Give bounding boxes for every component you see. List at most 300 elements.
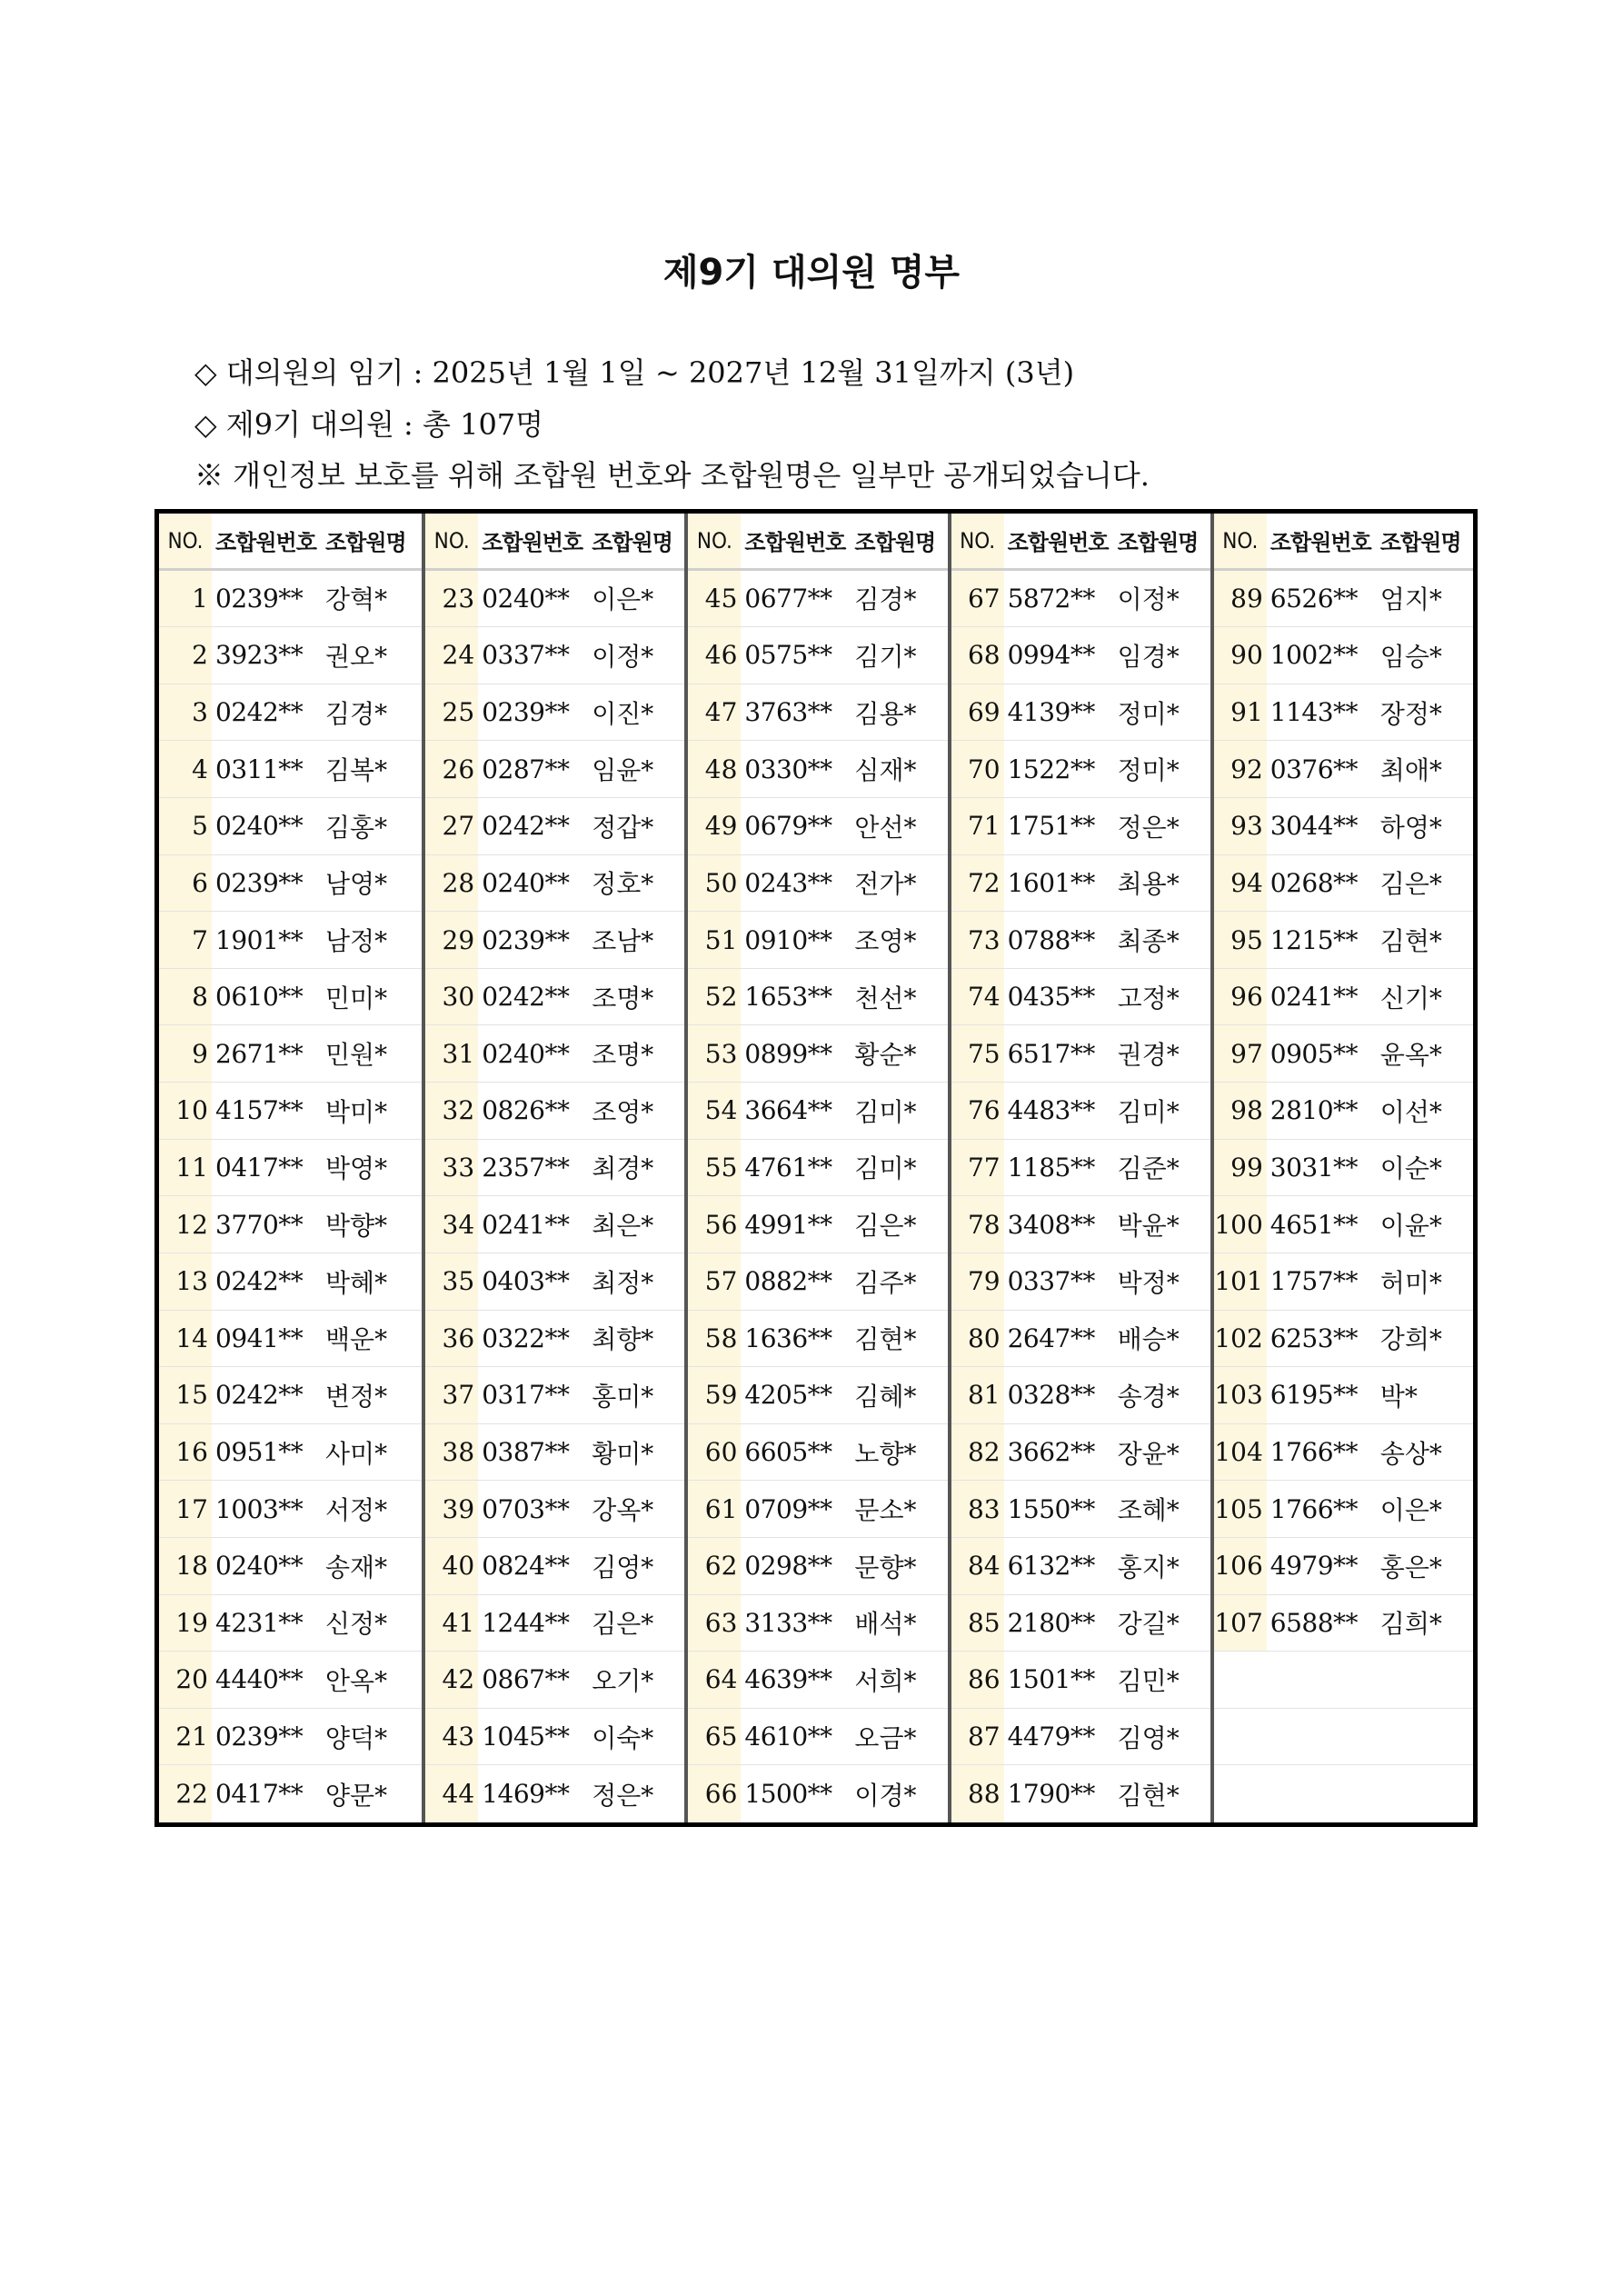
table-row [1214, 1538, 1473, 1595]
table-row [425, 1424, 684, 1482]
member-id: 1045** [482, 1722, 570, 1752]
member-name: 이순* [1379, 1153, 1442, 1184]
member-id: 3044** [1270, 811, 1359, 842]
member-id: 0287** [482, 754, 570, 784]
table-row [951, 912, 1210, 969]
member-no: 16 [159, 1424, 212, 1481]
member-no: 6 [159, 855, 212, 912]
member-id: 0417** [215, 1152, 304, 1183]
table-row [159, 1595, 422, 1652]
member-id: 1522** [1007, 754, 1095, 784]
table-row [1214, 1367, 1473, 1424]
member-id: 6605** [744, 1437, 832, 1468]
member-no: 101 [1214, 1253, 1267, 1310]
member-name: 임경* [1117, 641, 1180, 672]
member-no: 95 [1214, 912, 1267, 968]
member-no: 58 [688, 1311, 741, 1367]
member-id: 1901** [215, 924, 304, 955]
member-name: 장윤* [1117, 1438, 1180, 1469]
table-row [951, 969, 1210, 1026]
member-id: 6588** [1270, 1607, 1359, 1638]
member-name: 김은* [592, 1609, 654, 1640]
member-name: 백운* [325, 1324, 388, 1355]
table-row [425, 855, 684, 913]
member-name: 심재* [854, 755, 917, 786]
table-row [159, 684, 422, 742]
member-id: 0994** [1007, 640, 1095, 671]
member-id: 4483** [1007, 1095, 1095, 1126]
member-name: 양문* [325, 1780, 388, 1811]
member-id: 0242** [482, 982, 570, 1013]
member-no: 87 [951, 1709, 1004, 1765]
empty-row [1214, 1652, 1473, 1709]
table-row [688, 912, 947, 969]
header-member-id: 조합원번호 [482, 530, 583, 556]
member-no: 100 [1214, 1196, 1267, 1253]
member-no: 105 [1214, 1481, 1267, 1537]
member-name: 김준* [1117, 1153, 1180, 1184]
table-row [688, 1083, 947, 1140]
table-row [159, 1196, 422, 1253]
table-row [159, 1311, 422, 1368]
member-id: 1501** [1007, 1664, 1095, 1695]
member-name: 변정* [325, 1381, 388, 1412]
member-no: 76 [951, 1083, 1004, 1139]
member-id: 0322** [482, 1323, 570, 1353]
member-id: 1469** [482, 1779, 570, 1810]
document-title: 제9기 대의원 명부 [662, 252, 961, 294]
member-name: 민미* [325, 983, 388, 1013]
member-id: 0435** [1007, 982, 1095, 1013]
table-row [688, 798, 947, 855]
member-name: 김현* [1117, 1780, 1180, 1811]
header-row [159, 514, 422, 571]
member-no: 3 [159, 684, 212, 741]
member-name: 윤옥* [1379, 1040, 1442, 1071]
table-row [1214, 1196, 1473, 1253]
member-no: 94 [1214, 855, 1267, 912]
member-name: 민원* [325, 1040, 388, 1071]
table-row [1214, 855, 1473, 913]
member-no: 47 [688, 684, 741, 741]
member-no: 48 [688, 741, 741, 797]
member-id: 0239** [215, 867, 304, 898]
member-id: 4440** [215, 1664, 304, 1695]
member-no: 93 [1214, 798, 1267, 854]
member-no: 75 [951, 1025, 1004, 1082]
member-id: 0679** [744, 811, 832, 842]
table-row [688, 1538, 947, 1595]
table-row [688, 741, 947, 798]
table-row [425, 571, 684, 628]
table-row [951, 1481, 1210, 1538]
member-name: 박* [1379, 1381, 1418, 1412]
table-row [159, 1140, 422, 1197]
table-row [688, 1652, 947, 1709]
table-row [951, 855, 1210, 913]
table-row [159, 969, 422, 1026]
member-name: 김복* [325, 755, 388, 786]
table-row [951, 1709, 1210, 1766]
member-id: 0867** [482, 1664, 570, 1695]
member-no: 33 [425, 1140, 478, 1196]
member-no: 24 [425, 627, 478, 684]
member-no: 74 [951, 969, 1004, 1025]
member-no: 21 [159, 1709, 212, 1765]
member-id: 3031** [1270, 1152, 1359, 1183]
table-row [951, 1367, 1210, 1424]
member-name: 최애* [1379, 755, 1442, 786]
member-id: 1215** [1270, 924, 1359, 955]
member-id: 6526** [1270, 583, 1359, 614]
table-row [159, 627, 422, 684]
member-name: 조명* [592, 983, 654, 1013]
member-name: 사미* [325, 1438, 388, 1469]
member-id: 3763** [744, 697, 832, 728]
header-no: NO. [1214, 514, 1267, 568]
member-name: 남정* [325, 926, 388, 957]
count-note: ◇ 제9기 대의원 : 총 107명 [194, 407, 544, 442]
member-name: 오금* [854, 1722, 917, 1753]
member-name: 최경* [592, 1153, 654, 1184]
table-row [159, 1481, 422, 1538]
member-no: 41 [425, 1595, 478, 1652]
member-id: 1766** [1270, 1493, 1359, 1524]
member-name: 이진* [592, 698, 654, 729]
member-id: 1636** [744, 1323, 832, 1353]
table-row [951, 1652, 1210, 1709]
table-row [688, 1140, 947, 1197]
member-id: 1003** [215, 1493, 304, 1524]
member-id: 0298** [744, 1551, 832, 1582]
member-name: 이정* [1117, 584, 1180, 615]
member-no: 78 [951, 1196, 1004, 1253]
member-id: 0403** [482, 1266, 570, 1297]
member-id: 3408** [1007, 1209, 1095, 1240]
member-no: 64 [688, 1652, 741, 1708]
table-row [425, 1025, 684, 1083]
table-row [688, 1025, 947, 1083]
table-row [951, 798, 1210, 855]
member-id: 0317** [482, 1380, 570, 1411]
member-id: 0899** [744, 1038, 832, 1069]
member-no: 23 [425, 571, 478, 627]
member-no: 42 [425, 1652, 478, 1708]
table-row [159, 1709, 422, 1766]
member-no: 56 [688, 1196, 741, 1253]
member-id: 0882** [744, 1266, 832, 1297]
member-id: 0240** [482, 867, 570, 898]
member-name: 김미* [854, 1153, 917, 1184]
member-name: 김영* [1117, 1722, 1180, 1753]
member-name: 이경* [854, 1780, 917, 1811]
member-no: 68 [951, 627, 1004, 684]
header-row [951, 514, 1210, 571]
member-no: 98 [1214, 1083, 1267, 1139]
column-group-1 [159, 514, 422, 1822]
member-id: 0703** [482, 1493, 570, 1524]
member-no: 99 [1214, 1140, 1267, 1196]
column-group-5 [1210, 514, 1473, 1822]
table-row [425, 1196, 684, 1253]
member-name: 김경* [325, 698, 388, 729]
table-row [159, 1253, 422, 1311]
member-no: 40 [425, 1538, 478, 1594]
member-name: 노향* [854, 1438, 917, 1469]
table-row [159, 741, 422, 798]
table-row [1214, 1083, 1473, 1140]
member-id: 4205** [744, 1380, 832, 1411]
member-id: 0242** [482, 811, 570, 842]
member-id: 1790** [1007, 1779, 1095, 1810]
member-no: 97 [1214, 1025, 1267, 1082]
member-id: 0826** [482, 1095, 570, 1126]
member-no: 66 [688, 1765, 741, 1822]
member-id: 1244** [482, 1607, 570, 1638]
member-name: 김민* [1117, 1665, 1180, 1696]
member-name: 김현* [1379, 926, 1442, 957]
member-no: 79 [951, 1253, 1004, 1310]
table-row [688, 855, 947, 913]
empty-row [1214, 1709, 1473, 1766]
member-id: 3133** [744, 1607, 832, 1638]
member-id: 0709** [744, 1493, 832, 1524]
empty-row [1214, 1765, 1473, 1822]
header-member-name: 조합원명 [1379, 530, 1461, 556]
table-row [159, 1538, 422, 1595]
member-name: 황미* [592, 1438, 654, 1469]
member-name: 김기* [854, 641, 917, 672]
member-no: 88 [951, 1765, 1004, 1822]
member-name: 박혜* [325, 1267, 388, 1298]
member-name: 고정* [1117, 983, 1180, 1013]
member-no: 10 [159, 1083, 212, 1139]
member-no: 51 [688, 912, 741, 968]
member-no: 4 [159, 741, 212, 797]
table-row [1214, 1481, 1473, 1538]
privacy-note: ※ 개인정보 보호를 위해 조합원 번호와 조합원명은 일부만 공개되었습니다. [194, 458, 1150, 493]
header-member-name: 조합원명 [592, 530, 672, 556]
member-name: 이선* [1379, 1096, 1442, 1127]
member-name: 이윤* [1379, 1211, 1442, 1242]
member-no: 27 [425, 798, 478, 854]
member-id: 0241** [482, 1209, 570, 1240]
member-id: 1601** [1007, 867, 1095, 898]
member-id: 3770** [215, 1209, 304, 1240]
member-no: 36 [425, 1311, 478, 1367]
member-name: 박영* [325, 1153, 388, 1184]
member-name: 김홍* [325, 812, 388, 843]
member-name: 박정* [1117, 1267, 1180, 1298]
member-no: 84 [951, 1538, 1004, 1594]
table-row [425, 1481, 684, 1538]
member-name: 김혜* [854, 1381, 917, 1412]
member-id: 1500** [744, 1779, 832, 1810]
member-id: 1766** [1270, 1437, 1359, 1468]
member-id: 0677** [744, 583, 832, 614]
member-no: 43 [425, 1709, 478, 1765]
member-id: 4761** [744, 1152, 832, 1183]
table-row [159, 571, 422, 628]
table-row [951, 1538, 1210, 1595]
member-id: 4639** [744, 1664, 832, 1695]
table-row [1214, 1311, 1473, 1368]
member-name: 하영* [1379, 812, 1442, 843]
member-id: 2810** [1270, 1095, 1359, 1126]
member-name: 권경* [1117, 1040, 1180, 1071]
header-member-name: 조합원명 [1117, 530, 1199, 556]
member-id: 1550** [1007, 1493, 1095, 1524]
member-no: 103 [1214, 1367, 1267, 1423]
member-name: 허미* [1379, 1267, 1442, 1298]
member-no: 90 [1214, 627, 1267, 684]
member-name: 정호* [592, 869, 654, 900]
member-id: 1185** [1007, 1152, 1095, 1183]
member-name: 김미* [1117, 1096, 1180, 1127]
member-no: 9 [159, 1025, 212, 1082]
member-no: 65 [688, 1709, 741, 1765]
member-no: 62 [688, 1538, 741, 1594]
member-name: 김경* [854, 584, 917, 615]
table-row [951, 1765, 1210, 1822]
member-no: 82 [951, 1424, 1004, 1481]
header-no: NO. [425, 514, 478, 568]
table-row [688, 1424, 947, 1482]
table-row [425, 1140, 684, 1197]
member-id: 0268** [1270, 867, 1359, 898]
member-name: 송경* [1117, 1381, 1180, 1412]
member-name: 안옥* [325, 1665, 388, 1696]
header-member-id: 조합원번호 [215, 530, 316, 556]
member-no: 5 [159, 798, 212, 854]
member-no: 13 [159, 1253, 212, 1310]
member-no: 50 [688, 855, 741, 912]
member-no: 22 [159, 1765, 212, 1822]
table-row [1214, 912, 1473, 969]
table-row [425, 1367, 684, 1424]
member-name: 이은* [1379, 1495, 1442, 1526]
table-row [688, 1196, 947, 1253]
table-row [425, 741, 684, 798]
member-id: 0610** [215, 982, 304, 1013]
member-id: 0788** [1007, 924, 1095, 955]
table-row [159, 1367, 422, 1424]
member-name: 최용* [1117, 869, 1180, 900]
member-id: 1002** [1270, 640, 1359, 671]
member-no: 86 [951, 1652, 1004, 1708]
member-name: 김주* [854, 1267, 917, 1298]
column-group-2 [422, 514, 684, 1822]
member-id: 0241** [1270, 982, 1359, 1013]
member-id: 5872** [1007, 583, 1095, 614]
member-id: 0240** [482, 1038, 570, 1069]
member-no: 52 [688, 969, 741, 1025]
member-no: 89 [1214, 571, 1267, 627]
member-no: 59 [688, 1367, 741, 1423]
member-name: 정미* [1117, 755, 1180, 786]
table-row [951, 1196, 1210, 1253]
header-member-name: 조합원명 [325, 530, 406, 556]
member-no: 38 [425, 1424, 478, 1481]
member-id: 3664** [744, 1095, 832, 1126]
member-id: 6517** [1007, 1038, 1095, 1069]
member-id: 4610** [744, 1722, 832, 1752]
member-no: 25 [425, 684, 478, 741]
member-no: 39 [425, 1481, 478, 1537]
member-no: 80 [951, 1311, 1004, 1367]
member-id: 4157** [215, 1095, 304, 1126]
table-row [1214, 571, 1473, 628]
member-name: 조영* [854, 926, 917, 957]
table-row [425, 1652, 684, 1709]
table-row [688, 1367, 947, 1424]
member-no: 69 [951, 684, 1004, 741]
member-name: 홍미* [592, 1381, 654, 1412]
table-row [159, 855, 422, 913]
member-name: 오기* [592, 1665, 654, 1696]
header-row [688, 514, 947, 571]
table-row [425, 1253, 684, 1311]
member-id: 3662** [1007, 1437, 1095, 1468]
member-name: 강길* [1117, 1609, 1180, 1640]
member-name: 정은* [1117, 812, 1180, 843]
member-no: 55 [688, 1140, 741, 1196]
member-no: 31 [425, 1025, 478, 1082]
member-name: 이정* [592, 641, 654, 672]
member-id: 4979** [1270, 1551, 1359, 1582]
member-name: 정은* [592, 1780, 654, 1811]
member-id: 0242** [215, 1380, 304, 1411]
table-row [425, 684, 684, 742]
member-name: 조영* [592, 1096, 654, 1127]
member-id: 0243** [744, 867, 832, 898]
table-row [688, 969, 947, 1026]
member-id: 0311** [215, 754, 304, 784]
member-no: 8 [159, 969, 212, 1025]
member-id: 6195** [1270, 1380, 1359, 1411]
member-id: 0240** [482, 583, 570, 614]
header-no: NO. [688, 514, 741, 568]
table-row [688, 1595, 947, 1652]
member-no: 106 [1214, 1538, 1267, 1594]
header-member-id: 조합원번호 [1007, 530, 1109, 556]
member-no: 28 [425, 855, 478, 912]
table-row [425, 1311, 684, 1368]
member-no: 46 [688, 627, 741, 684]
member-name: 장정* [1379, 698, 1442, 729]
member-no: 73 [951, 912, 1004, 968]
member-no: 2 [159, 627, 212, 684]
member-id: 6253** [1270, 1323, 1359, 1353]
table-row [688, 1709, 947, 1766]
table-row [951, 1311, 1210, 1368]
member-no: 96 [1214, 969, 1267, 1025]
member-name: 천선* [854, 983, 917, 1013]
table-row [688, 1253, 947, 1311]
member-name: 김영* [592, 1552, 654, 1582]
table-row [425, 1538, 684, 1595]
table-row [951, 1025, 1210, 1083]
member-no: 18 [159, 1538, 212, 1594]
member-id: 0910** [744, 924, 832, 955]
member-id: 0337** [482, 640, 570, 671]
member-id: 0242** [215, 697, 304, 728]
table-row [951, 627, 1210, 684]
member-name: 배승* [1117, 1324, 1180, 1355]
member-id: 0575** [744, 640, 832, 671]
table-row [1214, 1424, 1473, 1482]
table-row [159, 1083, 422, 1140]
